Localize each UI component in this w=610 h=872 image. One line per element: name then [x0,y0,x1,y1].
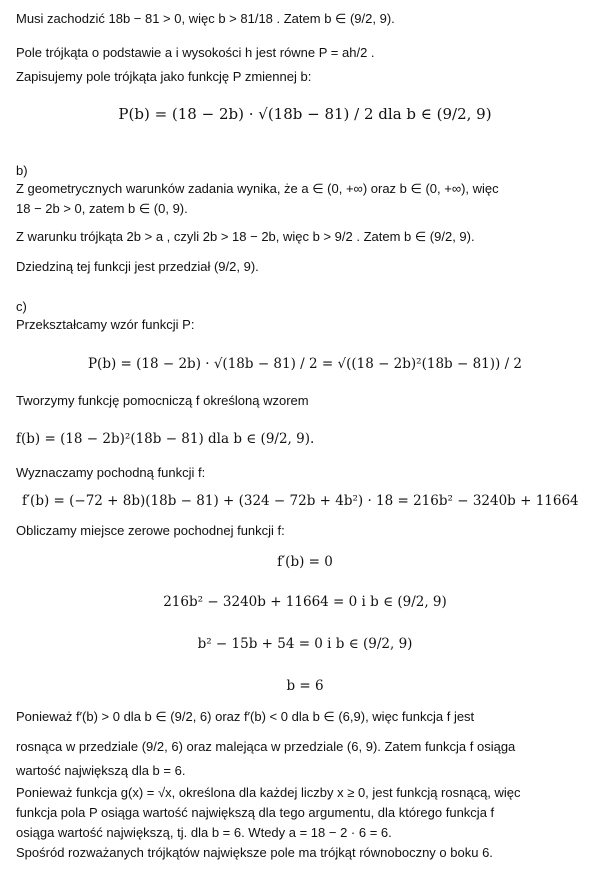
text-line: funkcja pola P osiąga wartość największą dla tego argumentu, dla którego funkcja f [16,805,495,820]
equation-line: b = 6 [286,678,324,694]
formula-derivative: f′(b) = (−72 + 8b)(18b − 81) + (324 − 72b + 4b²) · 18 = 216b² − 3240b + 11664 [22,493,579,509]
text-line: rosnąca w przedziale (9/2, 6) oraz malejąca w przedziale (6, 9). Zatem funkcja f osiąga [16,739,516,754]
equation-line: 216b² − 3240b + 11664 = 0 i b ∈ (9/2, 9) [163,594,447,610]
text-line: 18 − 2b > 0, zatem b ∈ (0, 9). [16,201,188,216]
text-line: Z geometrycznych warunków zadania wynika, że a ∈ (0, +∞) oraz b ∈ (0, +∞), więc [16,181,499,196]
equation-line: f′(b) = 0 [277,554,333,570]
text-line: Obliczamy miejsce zerowe pochodnej funkcji f: [16,523,285,538]
text-line: wartość największą dla b = 6. [16,763,186,778]
section-label: b) [16,163,28,178]
text-line: osiąga wartość największą, tj. dla b = 6. Wtedy a = 18 − 2 · 6 = 6. [16,825,392,840]
text-line: Spośród rozważanych trójkątów największe pole ma trójkąt równoboczny o boku 6. [16,845,493,860]
text-line: Dziedziną tej funkcji jest przedział (9/2, 9). [16,259,259,274]
text-line: Pole trójkąta o podstawie a i wysokości h jest równe P = ah/2 . [16,45,375,60]
text-line: Wyznaczamy pochodną funkcji f: [16,465,206,480]
formula-area: P(b) = (18 − 2b) · √(18b − 81) / 2 dla b ∈ (9/2, 9) [118,105,492,123]
text-line: Ponieważ funkcja g(x) = √x, określona dla każdej liczby x ≥ 0, jest funkcją rosnącą, więc [16,785,521,800]
formula-function: f(b) = (18 − 2b)²(18b − 81) dla b ∈ (9/2, 9). [16,431,315,447]
section-label: c) [16,299,27,314]
equation-line: b² − 15b + 54 = 0 i b ∈ (9/2, 9) [197,636,413,652]
text-line: Przekształcamy wzór funkcji P: [16,317,195,332]
text-line: Zapisujemy pole trójkąta jako funkcję P zmiennej b: [16,69,312,84]
text-line: Musi zachodzić 18b − 81 > 0, więc b > 81/18 . Zatem b ∈ (9/2, 9). [16,11,395,26]
formula-area: P(b) = (18 − 2b) · √(18b − 81) / 2 = √((18 − 2b)²(18b − 81)) / 2 [87,356,523,372]
text-line: Ponieważ f′(b) > 0 dla b ∈ (9/2, 6) oraz f′(b) < 0 dla b ∈ (6,9), więc funkcja f jest [16,709,475,724]
text-line: Z warunku trójkąta 2b > a , czyli 2b > 18 − 2b, więc b > 9/2 . Zatem b ∈ (9/2, 9). [16,229,475,244]
text-line: Tworzymy funkcję pomocniczą f określoną wzorem [16,393,309,408]
